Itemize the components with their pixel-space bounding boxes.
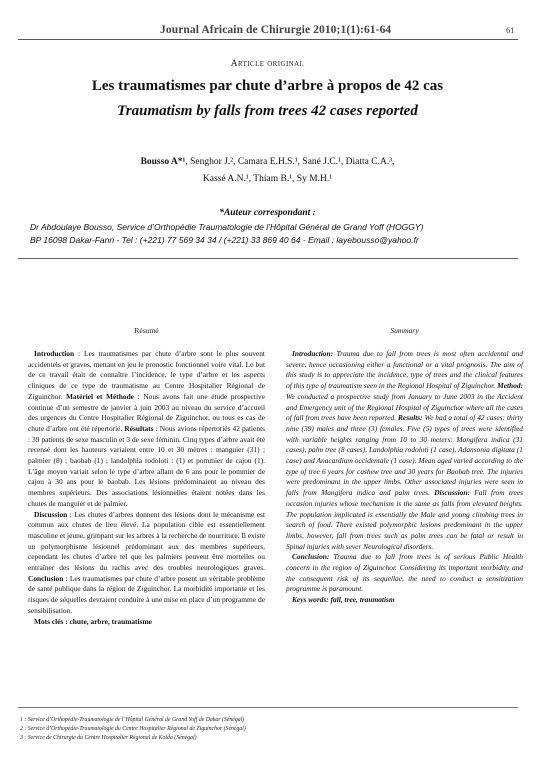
author-line-1 (60, 154, 475, 171)
resume-discussion-text: : Les chutes d’arbres donnent des lésions dont le mécanisme est commun aux chutes de lieu élevé. La population cible est essentiellement masculine et jeune, grimpant sur les arbres à la recherche de nourriture. Il existe un polymorphisme lésionnel prédominant aux des membres supérieurs, cependant les chutes d’arbre tel que les palmiers peuvent être mortelles ou entraîner des lésions du rachis avec des troubles neurologiques graves. (28, 509, 265, 573)
corresponding-author-line-1: Dr Abdoulaye Bousso, Service d’Orthopédie Traumatologie de l’Hôpital Général de Grand Yoff (HOGGY) (30, 222, 424, 232)
summary-body (286, 349, 523, 606)
summary-intro-label: Introduction: (292, 349, 334, 358)
summary-column (286, 326, 523, 606)
resume-results-label: Résultats (124, 423, 154, 433)
footnote-1: 1 : Service d’Orthopédie-Traumatologie de l’Hôpital Général de Grand Yoff de Dakar (Sénégal) (20, 717, 245, 723)
summary-discussion-text: Fall from trees occasion injuries whose mechanism is the same as falls from elevated heights. The population implicated is essentially the Male and young climbing trees in search of food. There existed polymorphic lesions predominant in the upper limbs, however, fall from trees such as palm trees can be fatal or result in Spinal injuries with sever Neurological disorders. (286, 488, 523, 551)
summary-conclusion-text: Trauma due to fall from trees is of serious Public Health concern in the region of Ziguinchor. Considering its important morbidity and the consequent risk of its sequellae, the need to conduct a sensitization programme is paramount. (286, 552, 523, 594)
author-line-2: Kassé A.N.¹, Thiam B.¹, Sy M.H.¹ (202, 174, 333, 184)
resume-method-label: Matériel et Méthode (65, 391, 134, 401)
corresponding-author-details (30, 221, 508, 247)
lead-author: Bousso A*¹ (140, 157, 186, 167)
summary-heading: Summary (390, 326, 419, 335)
resume-discussion-label: Discussion (34, 509, 68, 519)
summary-conclusion-label: Conclusion: (292, 552, 330, 562)
page-header (0, 0, 535, 40)
page-number: 61 (506, 25, 515, 35)
author-list (60, 154, 475, 188)
footnotes (20, 716, 500, 743)
corresponding-author-line-2: BP 16098 Dakar-Fann - Tel : (+221) 77 569 34 34 / (+221) 33 869 40 64 - Email : layebousso@yahoo.fr (30, 235, 419, 245)
summary-method-label: Method: (497, 381, 523, 391)
summary-results-label: Results: (398, 413, 423, 423)
resume-intro-label: Introduction (34, 349, 75, 358)
footnote-divider (18, 707, 518, 708)
journal-title: Journal Africain de Chirurgie 2010;1(1):61-64 (160, 24, 392, 36)
resume-column (28, 326, 265, 627)
footnote-3: 3 : Service de Chirurgie du Centre Hospitalier Régional de Kolda (Sénégal) (20, 735, 197, 741)
summary-method-text: We conducted a prospective study from January to June 2003 in the Accident and Emergency unit of the Regional Hospital of Ziguinchor where all the cases of fall from trees have been reported. (286, 391, 523, 423)
summary-results-text: We had a total of 42 cases: thirty nine (39) males and three (3) females. Five (5) types of trees were identified with variable heights ranging from 10 to 30 meters: Mangifera indica (31 cases), palm tree (8 cases), Landolphia rodoloti (1 case), Adansonia digitata (1 case) and Anacardium occidentale (1 case). Mean aged varied according to the type of tree 6 years for cashew tree and 30 years for Baobab tree. The injuries were predominant in the upper limbs. Other associated injuries were seen in falls from Mangifera indica and palm trees. (286, 413, 523, 498)
resume-results-text: : Nous avions répertoriés 42 patients : 39 patients de sexe masculin et 3 de sexe féminin. Cinq types d’arbre avait été recensé dont les hauteurs variaient entre 10 et 30 mètres : manguier (31) ; palmier (8) ; baobab (1) ; landolphia rodoloti : (1) et pommier de cajou (1). L’âge moyen variait selon le type d’arbre allant de 6 ans pour le pommier de cajou à 30 ans pour le baobab. Les lésions prédominaient au niveau des membres supérieurs. Des associations lésionnelles étaient notées dans les chutes de manguier et de palmier. (28, 423, 266, 508)
resume-conclusion-text: : Les traumatismes par chute d’arbre posent un véritable problème de santé publique dans la région de Ziguinchor. La morbidité importante et les risques de séquelles devraient conduire à une mise en place d’un programme de sensibilisation. (28, 573, 265, 615)
corresponding-author-label: *Auteur correspondant : (219, 208, 316, 218)
co-authors-1: , Senghor J.², Camara E.H.S.¹, Sané J.C.¹, Diatta C.A.³, (185, 157, 395, 167)
article-title-fr: Les traumatismes par chute d’arbre à propos de 42 cas (91, 78, 444, 94)
resume-heading: Résumé (134, 326, 159, 335)
resume-conclusion-label: Conclusion (28, 573, 64, 583)
summary-intro-text: Trauma due to fall from trees is most often accidental and severe, hence occasioning either a functional or a vital prognosis. The aim of this study is to appreciate the incidence, type of trees and the clinical features of this type of traumatism seen in the Regional Hospital of Ziguinchor. (286, 349, 523, 391)
resume-intro-text: : Les traumatismes par chute d’arbre sont le plus souvent accidentels et graves, mettant en jeu le pronostic fonctionnel voire vital. Le but de ce travail était de connaître l’incidence, le type d’arbre et les aspects cliniques de ce type de traumatisme au Centre Hospitalier Régional de Ziguinchor. (28, 349, 265, 401)
resume-keywords: Mots clés : chute, arbre, traumatisme (34, 616, 152, 626)
resume-method-text: : Nous avons fait une étude prospective continue d’un semestre de janvier à juin 2003 au niveau du service d’accueil des urgences du Centre Hospitalier Régional de Ziguinchor, ou tous es cas de chute d’arbre ont été répertorié. (28, 391, 265, 433)
header-divider (18, 39, 518, 40)
section-divider (18, 258, 518, 259)
footnote-2: 2 : Service d’Orthopédie-Traumatologie du Centre Hospitalier Régional de Ziguinchor (Sénégal) (20, 726, 246, 732)
article-title-en: Traumatism by falls from trees 42 cases reported (117, 103, 418, 119)
resume-body (28, 349, 265, 627)
summary-discussion-label: Discussion: (434, 488, 470, 498)
article-type: Article original (230, 59, 305, 69)
summary-keywords: Keys words: fall, tree, traumatism (292, 595, 395, 605)
